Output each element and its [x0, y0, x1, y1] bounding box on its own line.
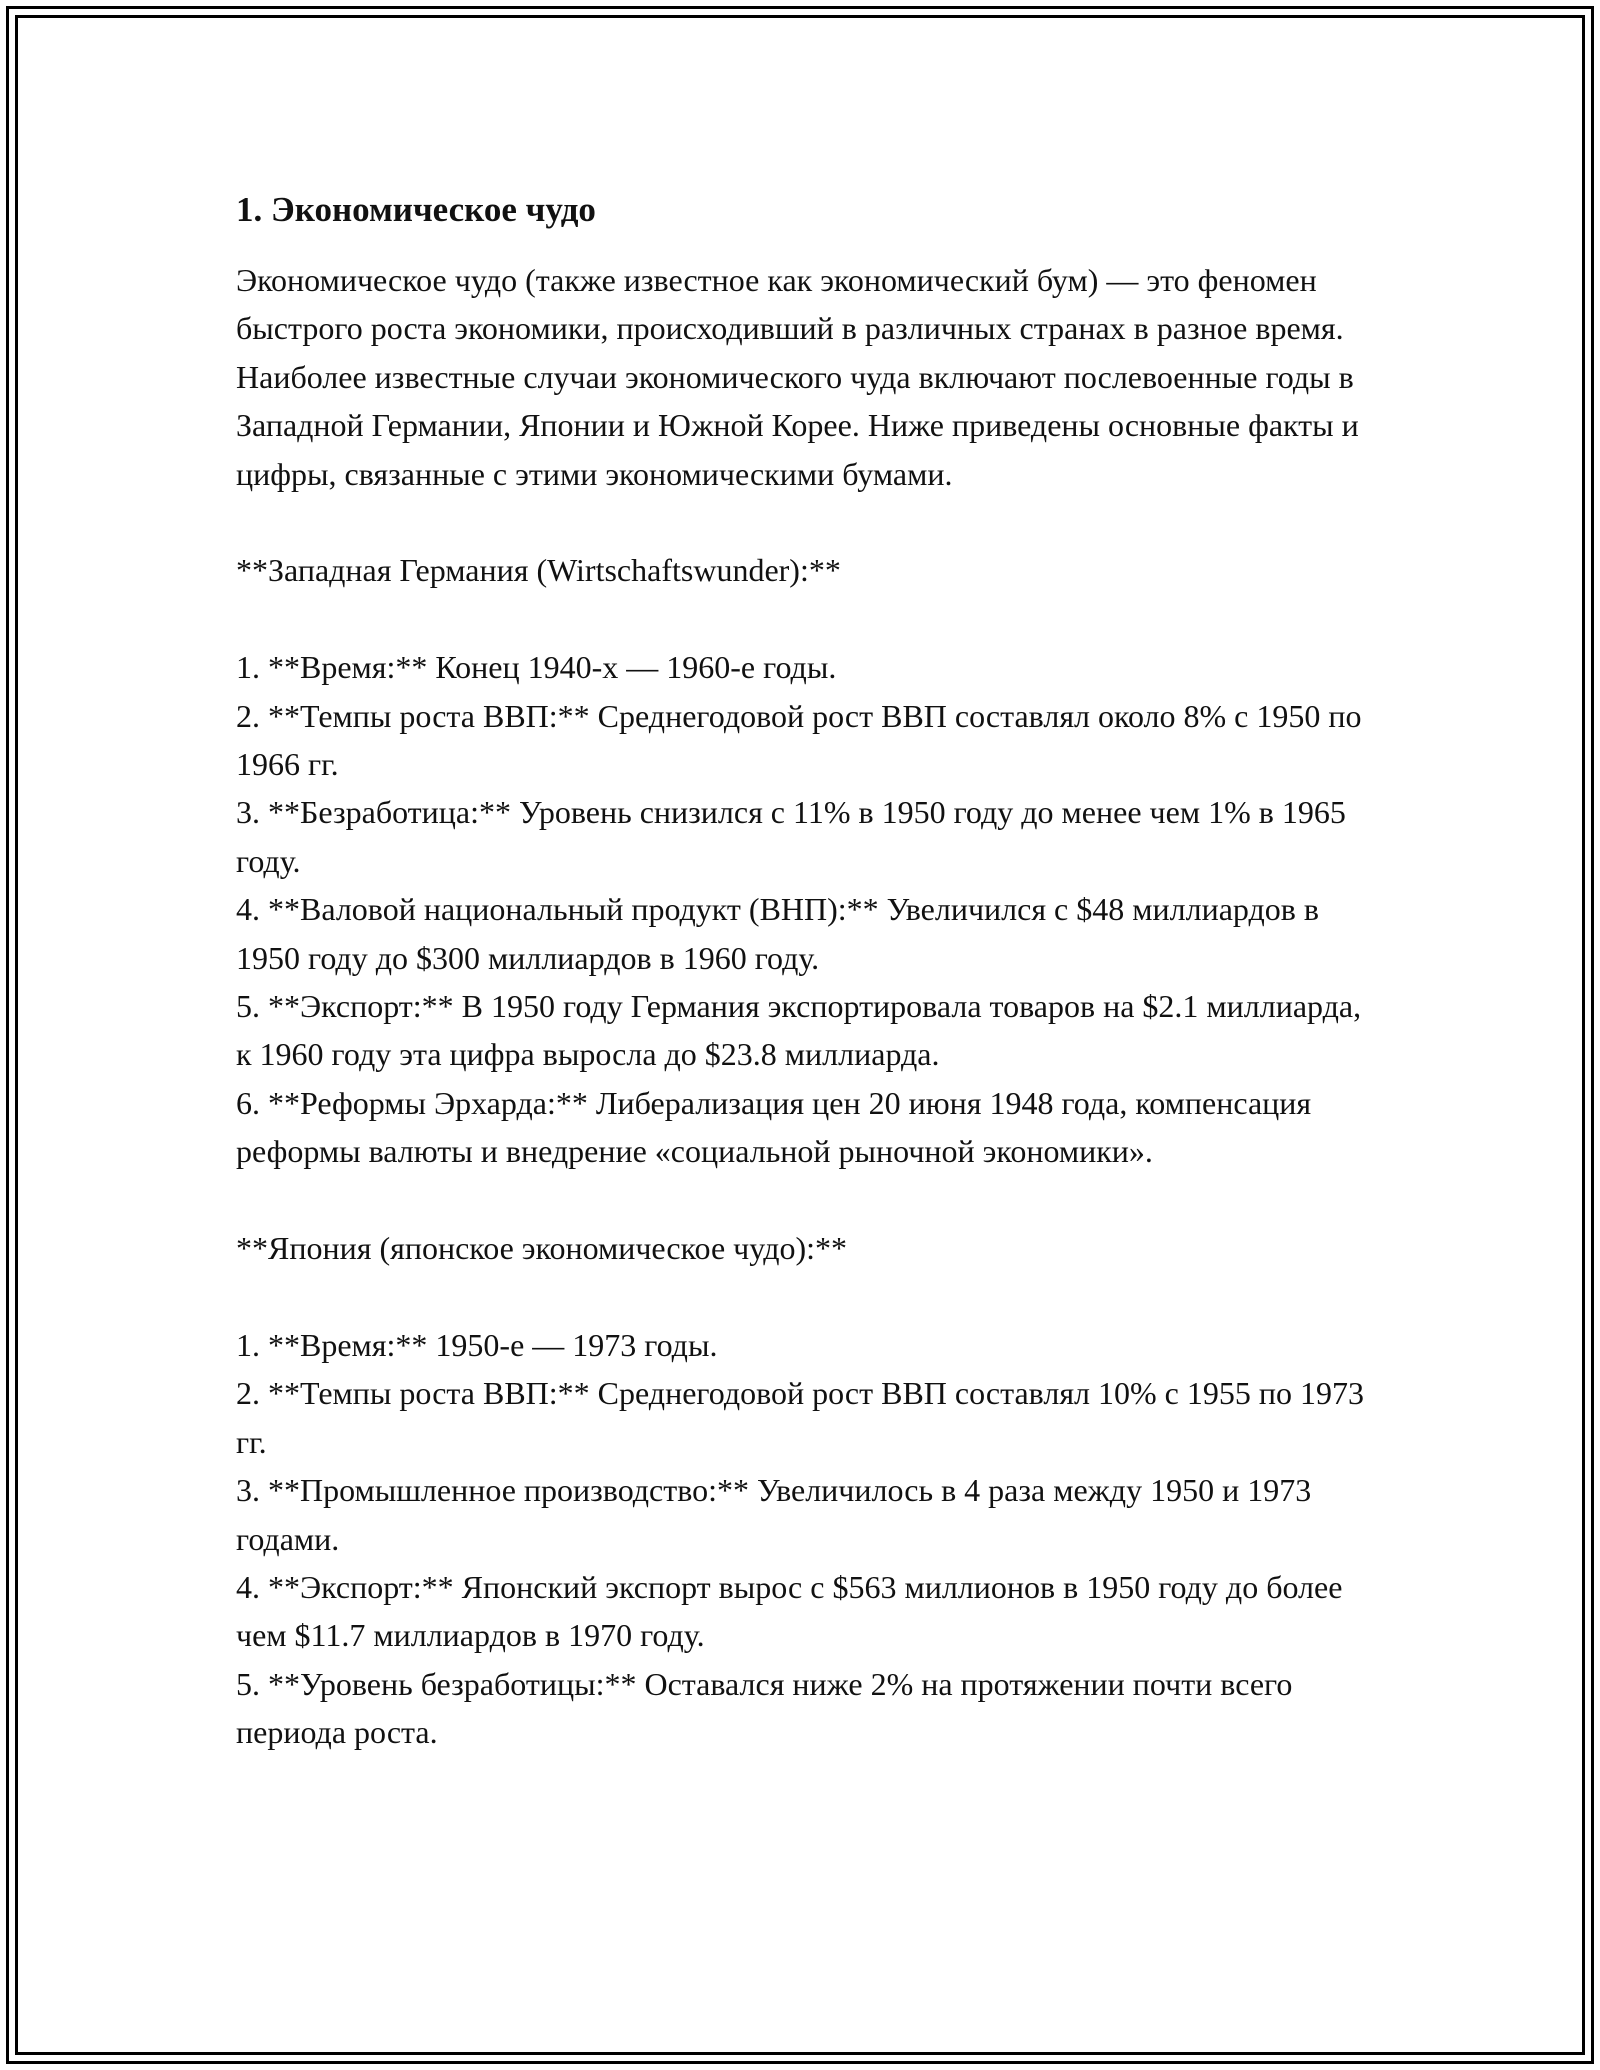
japan-item-2: 2. **Темпы роста ВВП:** Среднегодовой рост ВВП составлял 10% с 1955 по 1973 гг.	[236, 1375, 1364, 1460]
japan-item-1: 1. **Время:** 1950-е — 1973 годы.	[236, 1326, 718, 1363]
germany-item-6: 6. **Реформы Эрхарда:** Либерализация цен 20 июня 1948 года, компенсация реформы валюты и внедрение «социальной рыночной экономики».	[236, 1084, 1312, 1170]
germany-item-3: 3. **Безработица:** Уровень снизился с 11% в 1950 году до менее чем 1% в 1965 году.	[236, 794, 1346, 879]
germany-item-2: 2. **Темпы роста ВВП:** Среднегодовой рост ВВП составлял около 8% с 1950 по 1966 гг.	[236, 697, 1362, 783]
document-body	[236, 186, 1376, 1757]
spacer	[236, 498, 1376, 546]
germany-item-5: 5. **Экспорт:** В 1950 году Германия экспортировала товаров на $2.1 миллиарда, к 1960 году эта цифра выросла до $23.8 миллиарда.	[236, 988, 1362, 1073]
germany-title: **Западная Германия (Wirtschaftswunder):**	[236, 552, 841, 589]
section-heading: 1. Экономическое чудо	[236, 190, 596, 229]
intro-paragraph: Экономическое чудо (также известное как экономический бум) — это феномен быстрого роста экономики, происходивший в различных странах в разное время. Наиболее известные случаи экономического чуда включают послевоенные годы в Западной Германии, Японии и Южной Корее. Ниже приведены основные факты и цифры, связанные с этими экономическими бумами.	[236, 262, 1359, 492]
germany-item-4: 4. **Валовой национальный продукт (ВНП):** Увеличился с $48 миллиардов в 1950 году до $300 миллиардов в 1960 году.	[236, 891, 1319, 976]
spacer	[236, 1272, 1376, 1320]
japan-item-5: 5. **Уровень безработицы:** Оставался ниже 2% на протяжении почти всего периода роста.	[236, 1665, 1293, 1751]
spacer	[236, 595, 1376, 643]
spacer	[236, 1176, 1376, 1224]
germany-item-1: 1. **Время:** Конец 1940-х — 1960-е годы.	[236, 649, 837, 686]
japan-title: **Япония (японское экономическое чудо):**	[236, 1230, 848, 1267]
japan-item-3: 3. **Промышленное производство:** Увеличилось в 4 раза между 1950 и 1973 годами.	[236, 1472, 1312, 1557]
japan-item-4: 4. **Экспорт:** Японский экспорт вырос с $563 миллионов в 1950 году до более чем $11.7 миллиардов в 1970 году.	[236, 1568, 1343, 1654]
